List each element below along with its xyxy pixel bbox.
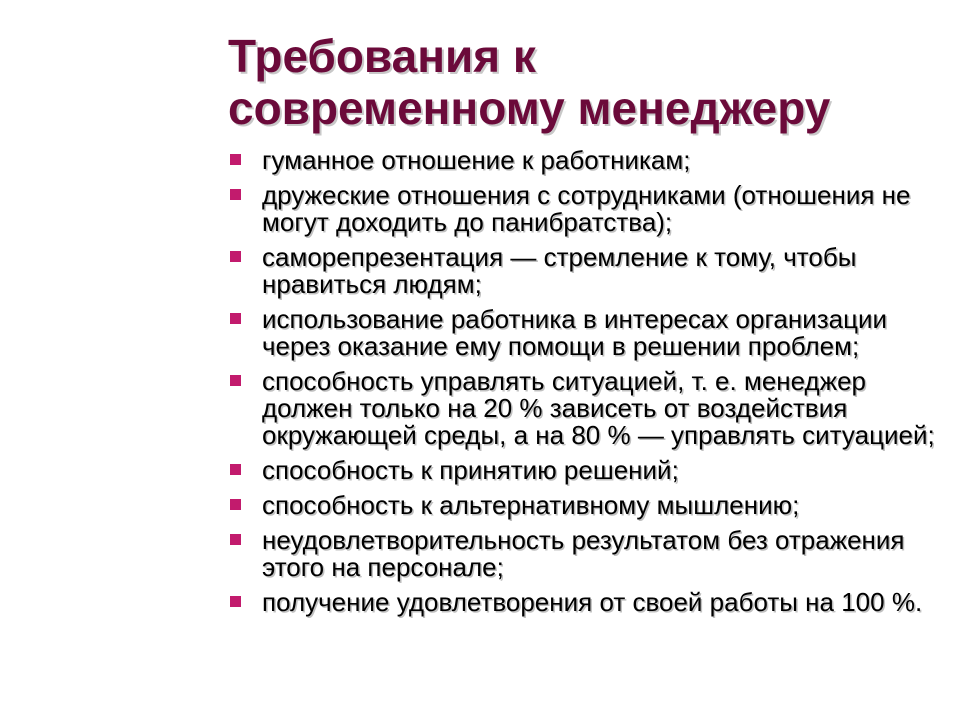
bullet-item [228, 244, 953, 298]
bullet-text: использование работника в интересах организации через оказание ему помощи в решении проблем; [262, 304, 888, 361]
slide-title-line-1: Требования к [228, 30, 536, 82]
bullet-item [228, 306, 953, 360]
bullet-text: саморепрезентация — стремление к тому, чтобы нравиться людям; [262, 242, 857, 299]
bullet-item [228, 182, 953, 236]
bullet-item [228, 589, 953, 616]
bullet-item [228, 457, 953, 484]
square-bullet-icon [230, 375, 241, 386]
bullet-item [228, 492, 953, 519]
square-bullet-icon [230, 596, 241, 607]
bullet-text: неудовлетворительность результатом без отражения этого на персонале; [262, 525, 905, 582]
bullet-text: способность к альтернативному мышлению; [262, 490, 800, 520]
slide-title-line-2: современному менеджеру [228, 82, 831, 134]
bullet-text: гуманное отношение к работникам; [262, 145, 691, 175]
square-bullet-icon [230, 154, 241, 165]
square-bullet-icon [230, 189, 241, 200]
square-bullet-icon [230, 499, 241, 510]
square-bullet-icon [230, 313, 241, 324]
square-bullet-icon [230, 464, 241, 475]
bullet-item [228, 368, 953, 449]
bullet-text: способность управлять ситуацией, т. е. менеджер должен только на 20 % зависеть от воздействия окружающей среды, а на 80 % — управлять ситуацией; [262, 366, 935, 450]
bullet-text: получение удовлетворения от своей работы на 100 %. [262, 587, 923, 617]
bullet-text: дружеские отношения с сотрудниками (отношения не могут доходить до панибратства); [262, 180, 911, 237]
slide-title [228, 30, 928, 134]
bullet-list [228, 147, 953, 624]
bullet-text: способность к принятию решений; [262, 455, 679, 485]
bullet-item [228, 527, 953, 581]
square-bullet-icon [230, 251, 241, 262]
square-bullet-icon [230, 534, 241, 545]
bullet-item [228, 147, 953, 174]
